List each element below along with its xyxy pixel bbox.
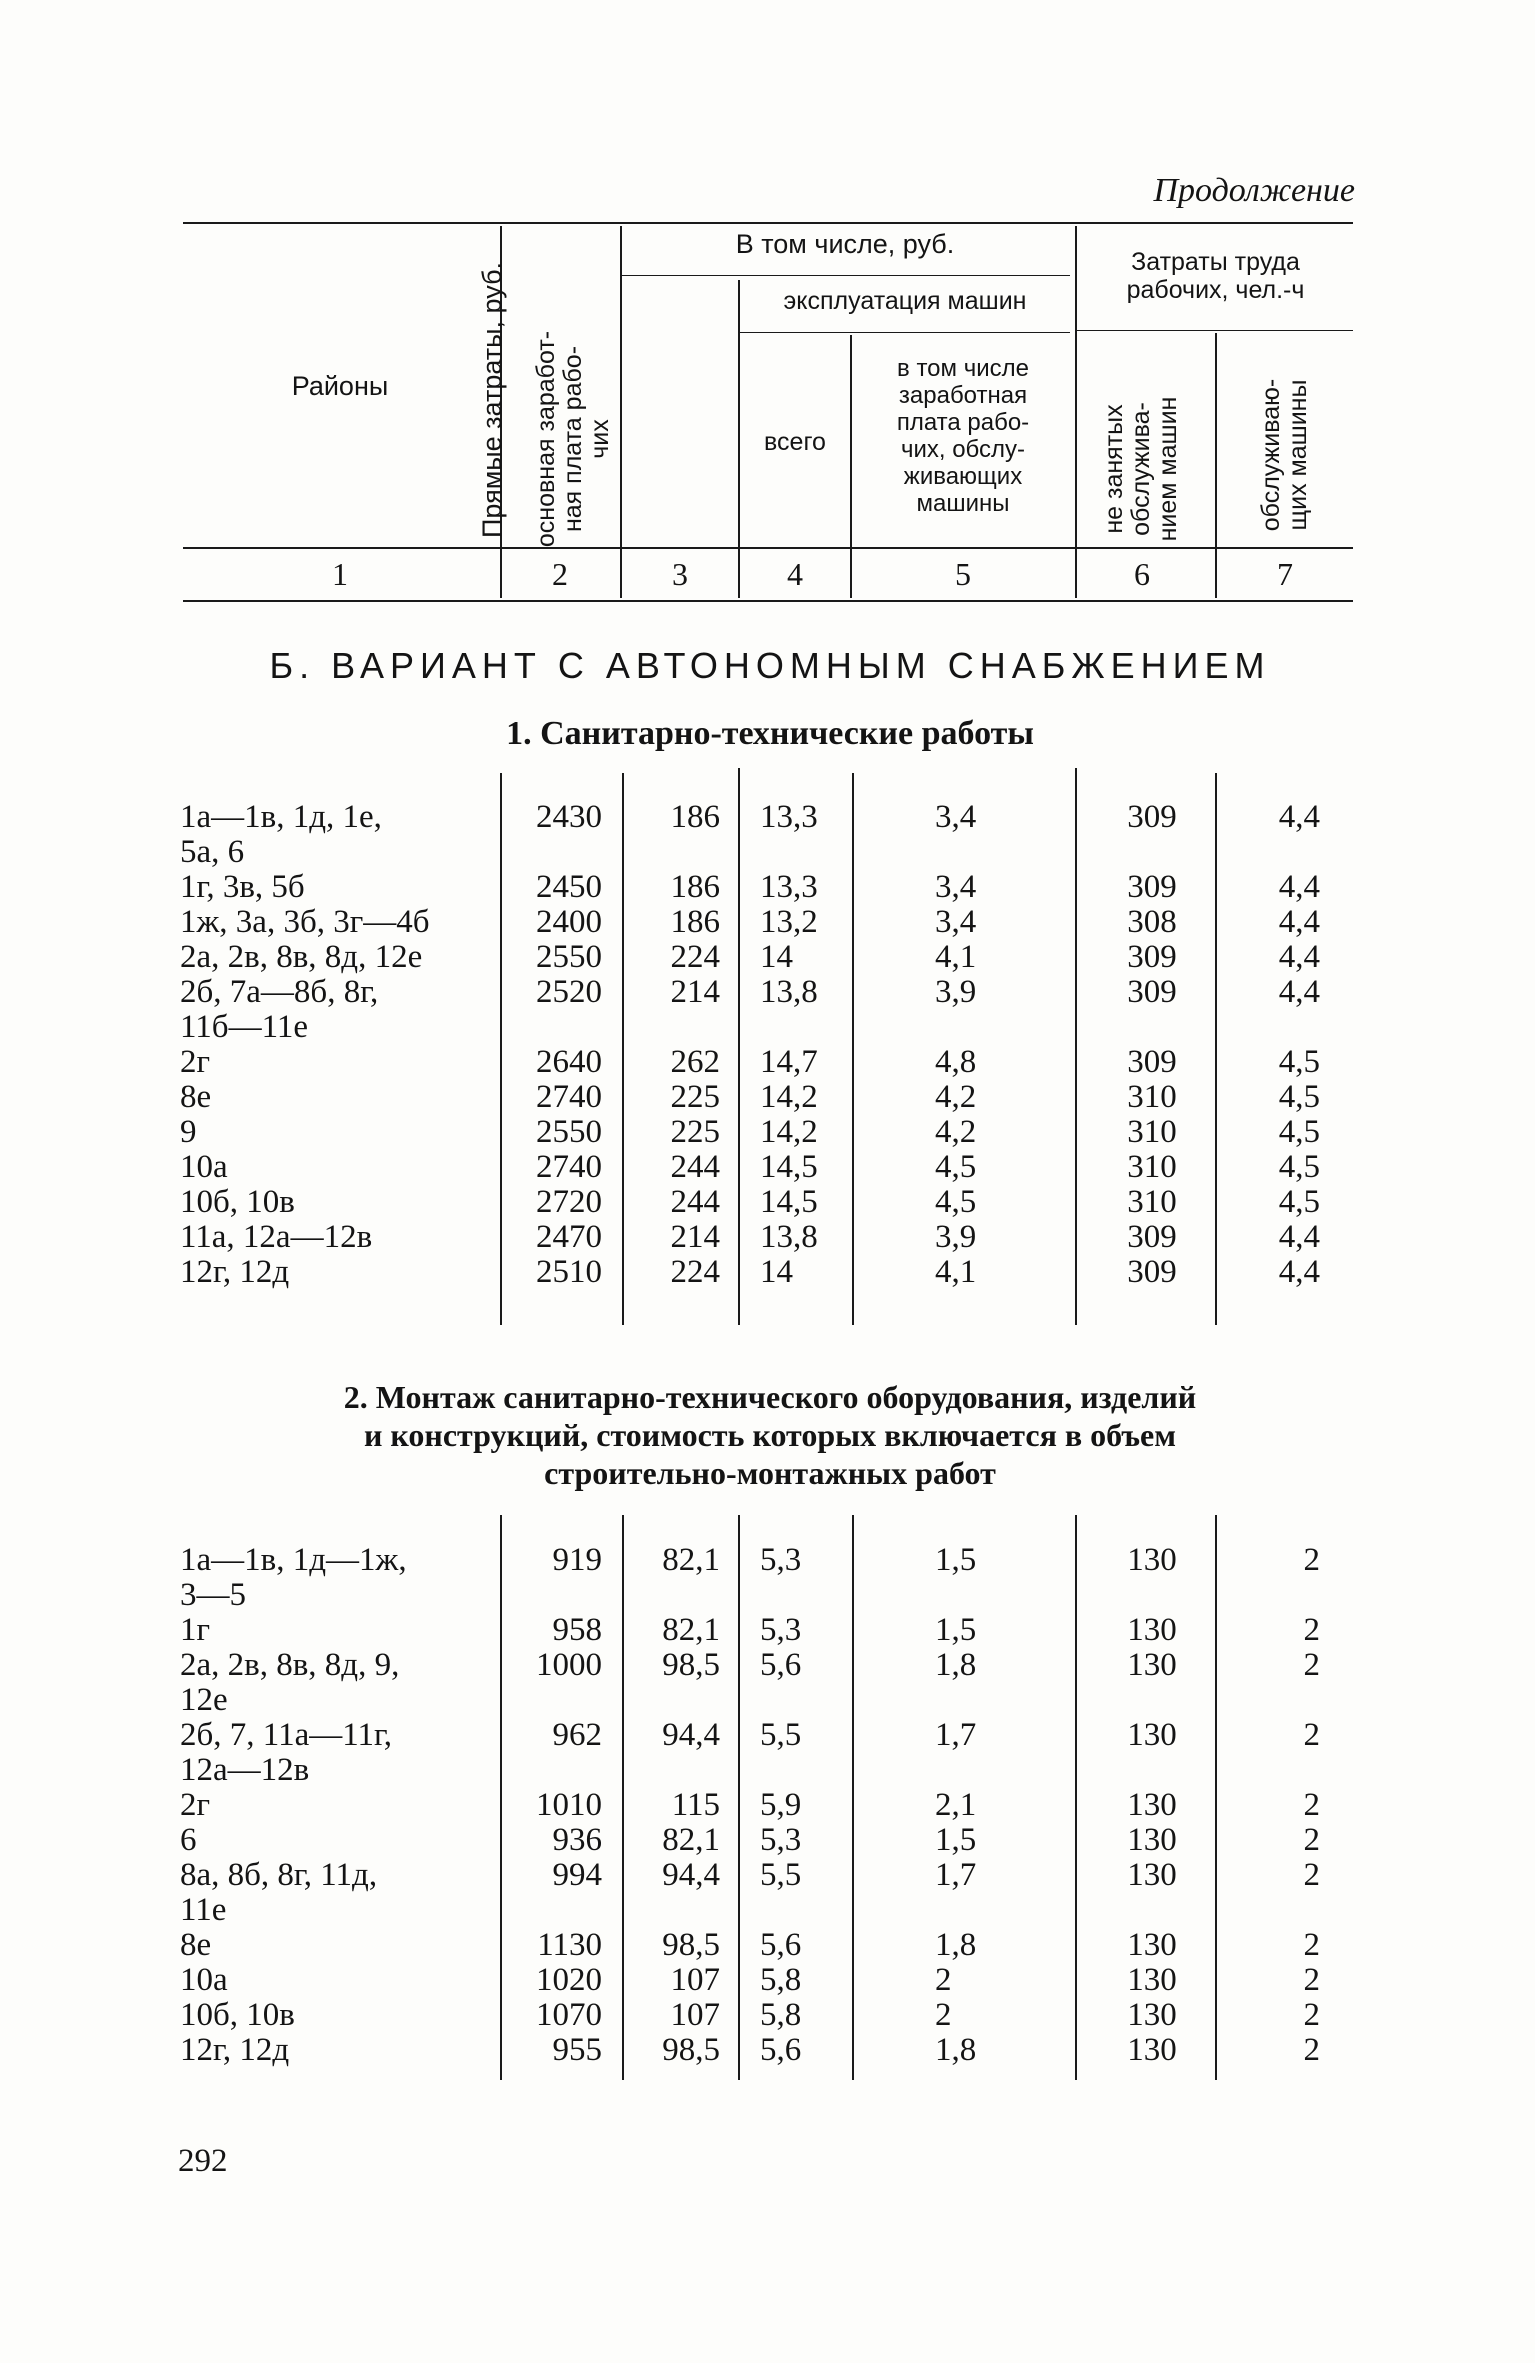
labor-not-machine-cell: 309 [1127,1044,1177,1080]
variant-title: Б. ВАРИАНТ С АВТОНОМНЫМ СНАБЖЕНИЕМ [269,645,1271,686]
section2-title-line-1: 2. Монтаж санитарно-технического оборудования, изделий [343,1379,1197,1415]
labor-machine-cell: 4,5 [1278,1079,1320,1115]
col-number-5: 5 [955,556,971,592]
machine-wage-cell: 1,7 [935,1857,977,1893]
header-top-rule [183,222,1353,224]
s2-vline-6 [1215,1515,1217,2080]
direct-cost-cell: 2520 [536,974,602,1010]
machine-total-cell: 5,3 [760,1612,802,1648]
labor-not-machine-cell: 309 [1127,1219,1177,1255]
machine-total-cell: 14 [760,1254,793,1290]
header-machine-operation: эксплуатация машин [783,287,1027,315]
s1-vline-3 [738,768,740,1325]
header-rule-labor [1075,330,1353,331]
labor-machine-cell: 2 [1303,1927,1320,1963]
labor-not-machine-cell: 130 [1127,2032,1177,2068]
s2-vline-3 [738,1515,740,2080]
base-wage-cell: 244 [670,1184,720,1220]
direct-cost-cell: 2430 [536,799,602,835]
header-numbers-rule [183,600,1353,602]
header-including-rub: В том числе, руб. [735,229,955,259]
direct-cost-cell: 2640 [536,1044,602,1080]
machine-wage-cell: 3,9 [935,974,977,1010]
machine-wage-cell: 2,1 [935,1787,977,1823]
section2-title-line-2: и конструкций, стоимость которых включается в объем [363,1417,1177,1453]
machine-wage-cell: 1,8 [935,1647,977,1683]
region-cell: 8е [180,1927,212,1963]
s2-vline-4 [852,1515,854,2080]
region-cell: 10а [180,1962,228,1998]
machine-wage-cell: 1,7 [935,1717,977,1753]
machine-wage-cell: 1,5 [935,1612,977,1648]
labor-machine-cell: 4,4 [1278,1254,1320,1290]
direct-cost-cell: 919 [552,1542,602,1578]
machine-wage-cell: 3,4 [935,904,977,940]
base-wage-cell: 262 [670,1044,720,1080]
s2-vline-5 [1075,1515,1077,2080]
direct-cost-cell: 2740 [536,1149,602,1185]
header-not-machine: не занятых обслужива- нием машин [1100,396,1182,542]
machine-wage-cell: 1,5 [935,1542,977,1578]
labor-not-machine-cell: 310 [1127,1149,1177,1185]
region-cell: 1ж, 3а, 3б, 3г—4б [180,904,430,940]
base-wage-cell: 82,1 [662,1822,720,1858]
machine-total-cell: 5,3 [760,1542,802,1578]
region-cell: 1а—1в, 1д, 1е, 5а, 6 [180,799,382,870]
s1-vline-4 [852,773,854,1325]
direct-cost-cell: 1130 [537,1927,602,1963]
region-cell: 8а, 8б, 8г, 11д, 11е [180,1857,378,1928]
labor-machine-cell: 2 [1303,1822,1320,1858]
base-wage-cell: 82,1 [662,1612,720,1648]
base-wage-cell: 107 [670,1962,720,1998]
machine-wage-cell: 2 [935,1962,952,1998]
direct-cost-cell: 955 [552,2032,602,2068]
machine-total-cell: 5,8 [760,1997,802,2033]
labor-machine-cell: 2 [1303,2032,1320,2068]
base-wage-cell: 225 [670,1114,720,1150]
region-cell: 2г [180,1787,211,1823]
direct-cost-cell: 2550 [536,1114,602,1150]
labor-machine-cell: 4,4 [1278,904,1320,940]
base-wage-cell: 224 [670,1254,720,1290]
labor-not-machine-cell: 130 [1127,1857,1177,1893]
machine-wage-cell: 3,9 [935,1219,977,1255]
region-cell: 8е [180,1079,212,1115]
base-wage-cell: 225 [670,1079,720,1115]
col-number-2: 2 [552,556,568,592]
header-base-wage: основная заработ- ная плата рабо- чих [532,330,614,548]
region-cell: 6 [180,1822,197,1858]
base-wage-cell: 107 [670,1997,720,2033]
header-labor-costs: Затраты труда рабочих, чел.-ч [1126,248,1305,304]
machine-wage-cell: 3,4 [935,869,977,905]
direct-cost-cell: 2470 [536,1219,602,1255]
region-cell: 10а [180,1149,228,1185]
labor-not-machine-cell: 310 [1127,1079,1177,1115]
s1-vline-5 [1075,768,1077,1325]
header-direct-costs: Прямые затраты, руб. [477,261,507,539]
machine-total-cell: 14 [760,939,793,975]
base-wage-cell: 214 [670,1219,720,1255]
labor-machine-cell: 4,4 [1278,799,1320,835]
region-cell: 2а, 2в, 8в, 8д, 9, 12е [180,1647,400,1718]
machine-wage-cell: 2 [935,1997,952,2033]
direct-cost-cell: 936 [552,1822,602,1858]
labor-not-machine-cell: 130 [1127,1647,1177,1683]
labor-machine-cell: 2 [1303,1717,1320,1753]
col-number-6: 6 [1134,556,1150,592]
region-cell: 1г, 3в, 5б [180,869,305,905]
labor-not-machine-cell: 308 [1127,904,1177,940]
direct-cost-cell: 958 [552,1612,602,1648]
col-number-1: 1 [332,556,348,592]
region-cell: 12г, 12д [180,1254,290,1290]
machine-wage-cell: 4,2 [935,1114,977,1150]
header-total: всего [764,428,826,456]
labor-not-machine-cell: 130 [1127,1927,1177,1963]
machine-total-cell: 14,5 [760,1149,818,1185]
header-vline-5 [1075,226,1077,598]
machine-wage-cell: 4,5 [935,1184,977,1220]
base-wage-cell: 244 [670,1149,720,1185]
machine-wage-cell: 3,4 [935,799,977,835]
labor-not-machine-cell: 310 [1127,1184,1177,1220]
machine-total-cell: 5,6 [760,2032,802,2068]
labor-not-machine-cell: 309 [1127,939,1177,975]
machine-total-cell: 13,8 [760,1219,818,1255]
labor-not-machine-cell: 130 [1127,1542,1177,1578]
col-number-3: 3 [672,556,688,592]
labor-machine-cell: 4,4 [1278,869,1320,905]
base-wage-cell: 186 [670,869,720,905]
machine-total-cell: 5,5 [760,1717,802,1753]
region-cell: 10б, 10в [180,1184,295,1220]
labor-machine-cell: 2 [1303,1647,1320,1683]
machine-wage-cell: 1,8 [935,2032,977,2068]
machine-total-cell: 5,9 [760,1787,802,1823]
machine-wage-cell: 4,1 [935,1254,977,1290]
machine-total-cell: 14,2 [760,1079,818,1115]
base-wage-cell: 115 [671,1787,720,1823]
direct-cost-cell: 1020 [536,1962,602,1998]
machine-wage-cell: 4,1 [935,939,977,975]
labor-machine-cell: 2 [1303,1787,1320,1823]
labor-machine-cell: 2 [1303,1962,1320,1998]
labor-machine-cell: 4,5 [1278,1184,1320,1220]
machine-total-cell: 5,8 [760,1962,802,1998]
header-rule-including [620,275,1070,276]
region-cell: 11а, 12а—12в [180,1219,373,1255]
machine-total-cell: 5,6 [760,1647,802,1683]
direct-cost-cell: 1010 [536,1787,602,1823]
machine-total-cell: 5,5 [760,1857,802,1893]
direct-cost-cell: 994 [552,1857,602,1893]
base-wage-cell: 186 [670,904,720,940]
machine-wage-cell: 4,5 [935,1149,977,1185]
machine-total-cell: 5,6 [760,1927,802,1963]
header-rule-machines [740,332,1070,333]
direct-cost-cell: 962 [552,1717,602,1753]
page-number: 292 [178,2143,228,2179]
machine-total-cell: 14,2 [760,1114,818,1150]
machine-wage-cell: 1,8 [935,1927,977,1963]
machine-total-cell: 13,3 [760,869,818,905]
labor-machine-cell: 4,5 [1278,1114,1320,1150]
machine-total-cell: 13,8 [760,974,818,1010]
machine-total-cell: 14,7 [760,1044,818,1080]
continuation-label: Продолжение [1153,172,1355,209]
labor-machine-cell: 2 [1303,1997,1320,2033]
direct-cost-cell: 1000 [536,1647,602,1683]
labor-not-machine-cell: 309 [1127,1254,1177,1290]
region-cell: 10б, 10в [180,1997,295,2033]
col-number-4: 4 [787,556,803,592]
base-wage-cell: 94,4 [662,1717,720,1753]
base-wage-cell: 98,5 [662,1927,720,1963]
s1-vline-6 [1215,773,1217,1325]
machine-wage-cell: 1,5 [935,1822,977,1858]
region-cell: 2г [180,1044,211,1080]
region-cell: 2а, 2в, 8в, 8д, 12е [180,939,423,975]
labor-not-machine-cell: 130 [1127,1962,1177,1998]
base-wage-cell: 224 [670,939,720,975]
region-cell: 12г, 12д [180,2032,290,2068]
direct-cost-cell: 2510 [536,1254,602,1290]
labor-not-machine-cell: 309 [1127,974,1177,1010]
labor-not-machine-cell: 130 [1127,1787,1177,1823]
region-cell: 2б, 7, 11а—11г, 12а—12в [180,1717,393,1788]
labor-machine-cell: 2 [1303,1542,1320,1578]
header-vline-6 [1215,333,1217,598]
labor-machine-cell: 4,5 [1278,1149,1320,1185]
direct-cost-cell: 2550 [536,939,602,975]
direct-cost-cell: 2740 [536,1079,602,1115]
machine-total-cell: 13,2 [760,904,818,940]
direct-cost-cell: 2450 [536,869,602,905]
labor-machine-cell: 2 [1303,1612,1320,1648]
labor-not-machine-cell: 310 [1127,1114,1177,1150]
labor-not-machine-cell: 309 [1127,799,1177,835]
labor-machine-cell: 2 [1303,1857,1320,1893]
labor-machine-cell: 4,4 [1278,1219,1320,1255]
region-cell: 2б, 7а—8б, 8г, 11б—11е [180,974,379,1045]
header-regions: Районы [291,371,389,401]
region-cell: 9 [180,1114,197,1150]
labor-not-machine-cell: 130 [1127,1997,1177,2033]
region-cell: 1а—1в, 1д—1ж, 3—5 [180,1542,407,1613]
machine-wage-cell: 4,8 [935,1044,977,1080]
header-machine-serving: обслуживаю- щих машины [1257,378,1312,532]
machine-total-cell: 5,3 [760,1822,802,1858]
direct-cost-cell: 1070 [536,1997,602,2033]
region-cell: 1г [180,1612,211,1648]
base-wage-cell: 214 [670,974,720,1010]
labor-not-machine-cell: 130 [1127,1717,1177,1753]
col-number-7: 7 [1277,556,1293,592]
machine-total-cell: 13,3 [760,799,818,835]
section1-title: 1. Санитарно-технические работы [506,715,1034,752]
labor-machine-cell: 4,5 [1278,1044,1320,1080]
direct-cost-cell: 2720 [536,1184,602,1220]
direct-cost-cell: 2400 [536,904,602,940]
header-including-wage: в том числе заработная плата рабо- чих, обслу- живающих машины [896,355,1030,517]
base-wage-cell: 98,5 [662,2032,720,2068]
labor-machine-cell: 4,4 [1278,939,1320,975]
labor-not-machine-cell: 130 [1127,1822,1177,1858]
labor-not-machine-cell: 309 [1127,869,1177,905]
labor-not-machine-cell: 130 [1127,1612,1177,1648]
machine-total-cell: 14,5 [760,1184,818,1220]
section2-title-line-3: строительно-монтажных работ [544,1455,996,1491]
base-wage-cell: 82,1 [662,1542,720,1578]
base-wage-cell: 98,5 [662,1647,720,1683]
machine-wage-cell: 4,2 [935,1079,977,1115]
base-wage-cell: 94,4 [662,1857,720,1893]
labor-machine-cell: 4,4 [1278,974,1320,1010]
base-wage-cell: 186 [670,799,720,835]
section2-title [180,1378,1360,1492]
